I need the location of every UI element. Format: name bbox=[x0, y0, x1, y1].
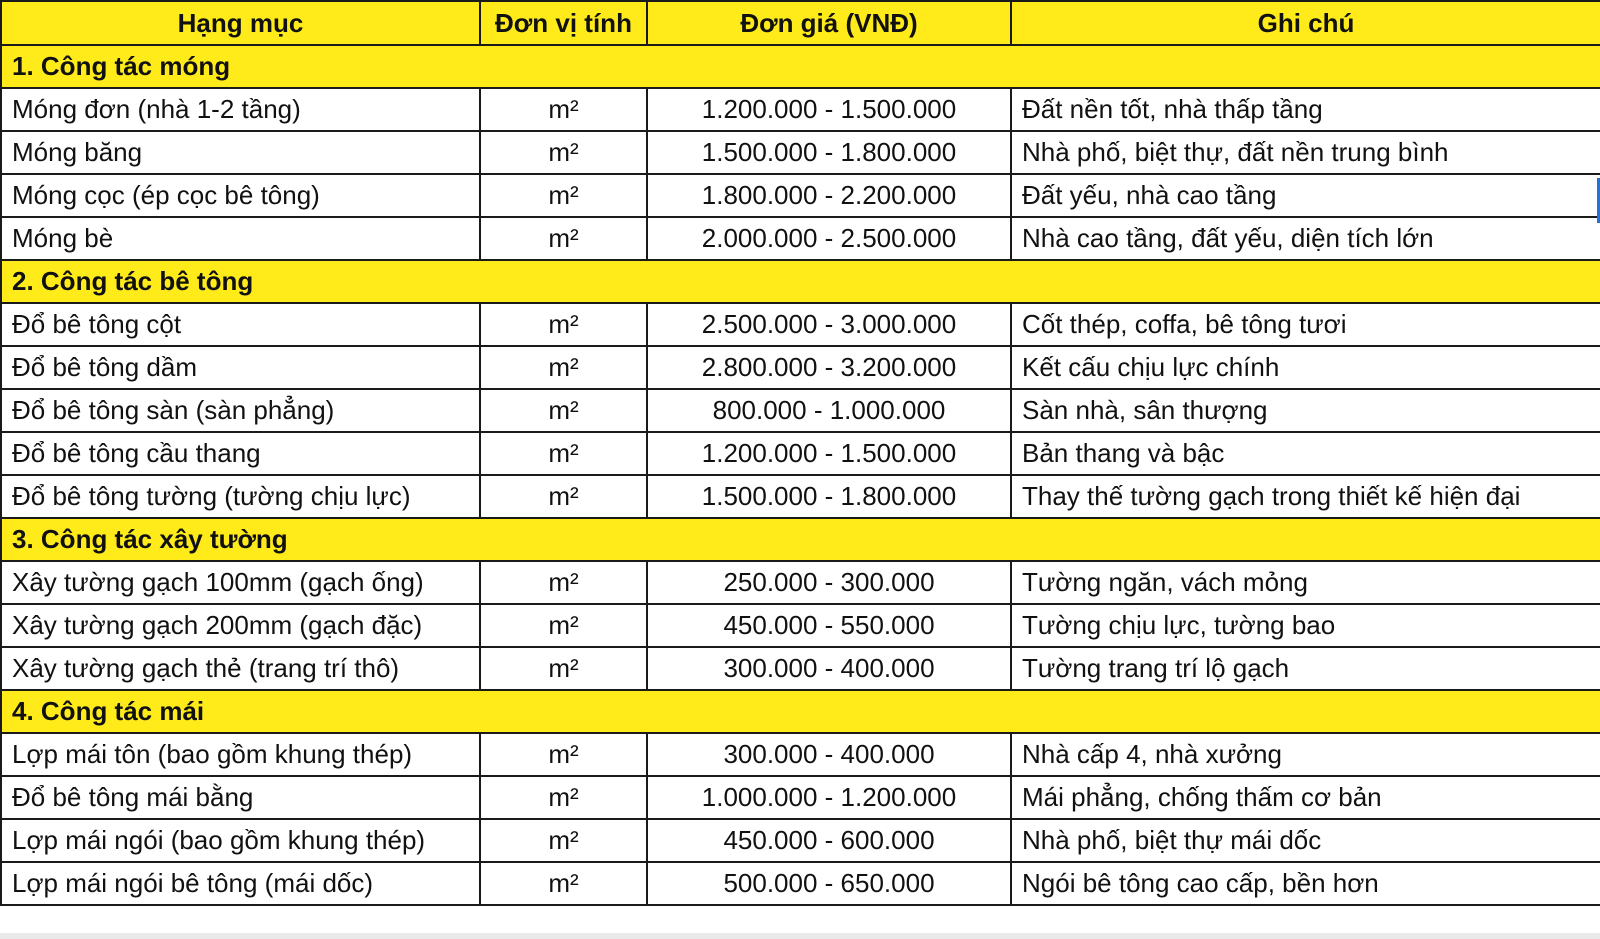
cell-item[interactable]: Lợp mái ngói bê tông (mái dốc) bbox=[1, 862, 480, 905]
cell-note[interactable]: Nhà phố, biệt thự, đất nền trung bình bbox=[1011, 131, 1600, 174]
section-row bbox=[1, 260, 1600, 303]
table-row bbox=[1, 862, 1600, 905]
header-row bbox=[1, 1, 1600, 45]
cell-note[interactable]: Tường ngăn, vách mỏng bbox=[1011, 561, 1600, 604]
header-item[interactable]: Hạng mục bbox=[1, 1, 480, 45]
table-row bbox=[1, 432, 1600, 475]
cell-price[interactable]: 300.000 - 400.000 bbox=[647, 733, 1011, 776]
cell-price[interactable]: 2.000.000 - 2.500.000 bbox=[647, 217, 1011, 260]
cell-item[interactable]: Đổ bê tông cột bbox=[1, 303, 480, 346]
section-row bbox=[1, 45, 1600, 88]
cell-item[interactable]: Móng băng bbox=[1, 131, 480, 174]
section-title[interactable]: 3. Công tác xây tường bbox=[1, 518, 1600, 561]
header-price[interactable]: Đơn giá (VNĐ) bbox=[647, 1, 1011, 45]
section-row bbox=[1, 518, 1600, 561]
cell-price[interactable]: 2.800.000 - 3.200.000 bbox=[647, 346, 1011, 389]
table-row bbox=[1, 475, 1600, 518]
cell-price[interactable]: 1.500.000 - 1.800.000 bbox=[647, 131, 1011, 174]
header-unit[interactable]: Đơn vị tính bbox=[480, 1, 647, 45]
table-row bbox=[1, 819, 1600, 862]
table-row bbox=[1, 776, 1600, 819]
cell-item[interactable]: Móng bè bbox=[1, 217, 480, 260]
cell-note[interactable]: Thay thế tường gạch trong thiết kế hiện đại bbox=[1011, 475, 1600, 518]
cell-item[interactable]: Xây tường gạch 100mm (gạch ống) bbox=[1, 561, 480, 604]
table-row bbox=[1, 88, 1600, 131]
table-row bbox=[1, 131, 1600, 174]
cell-item[interactable]: Đổ bê tông tường (tường chịu lực) bbox=[1, 475, 480, 518]
cell-note[interactable]: Nhà phố, biệt thự mái dốc bbox=[1011, 819, 1600, 862]
cell-note[interactable]: Tường trang trí lộ gạch bbox=[1011, 647, 1600, 690]
table-row bbox=[1, 346, 1600, 389]
cell-note[interactable]: Mái phẳng, chống thấm cơ bản bbox=[1011, 776, 1600, 819]
cell-price[interactable]: 1.200.000 - 1.500.000 bbox=[647, 432, 1011, 475]
cell-item[interactable]: Đổ bê tông sàn (sàn phẳng) bbox=[1, 389, 480, 432]
cell-item[interactable]: Móng đơn (nhà 1-2 tầng) bbox=[1, 88, 480, 131]
cell-note[interactable]: Đất nền tốt, nhà thấp tầng bbox=[1011, 88, 1600, 131]
cell-price[interactable]: 1.800.000 - 2.200.000 bbox=[647, 174, 1011, 217]
cell-unit[interactable]: m² bbox=[480, 819, 647, 862]
cell-unit[interactable]: m² bbox=[480, 561, 647, 604]
cell-unit[interactable]: m² bbox=[480, 303, 647, 346]
cell-item[interactable]: Đổ bê tông mái bằng bbox=[1, 776, 480, 819]
cell-note[interactable]: Kết cấu chịu lực chính bbox=[1011, 346, 1600, 389]
cell-price[interactable]: 800.000 - 1.000.000 bbox=[647, 389, 1011, 432]
cell-price[interactable]: 2.500.000 - 3.000.000 bbox=[647, 303, 1011, 346]
cell-price[interactable]: 1.200.000 - 1.500.000 bbox=[647, 88, 1011, 131]
cell-note[interactable]: Cốt thép, coffa, bê tông tươi bbox=[1011, 303, 1600, 346]
cell-note[interactable]: Sàn nhà, sân thượng bbox=[1011, 389, 1600, 432]
cell-item[interactable]: Lợp mái ngói (bao gồm khung thép) bbox=[1, 819, 480, 862]
table-row bbox=[1, 174, 1600, 217]
cell-price[interactable]: 1.500.000 - 1.800.000 bbox=[647, 475, 1011, 518]
cell-item[interactable]: Móng cọc (ép cọc bê tông) bbox=[1, 174, 480, 217]
cell-note[interactable]: Nhà cao tầng, đất yếu, diện tích lớn bbox=[1011, 217, 1600, 260]
cell-note[interactable]: Tường chịu lực, tường bao bbox=[1011, 604, 1600, 647]
cell-price[interactable]: 500.000 - 650.000 bbox=[647, 862, 1011, 905]
cell-price[interactable]: 1.000.000 - 1.200.000 bbox=[647, 776, 1011, 819]
cell-unit[interactable]: m² bbox=[480, 862, 647, 905]
table-row bbox=[1, 561, 1600, 604]
cell-unit[interactable]: m² bbox=[480, 475, 647, 518]
cell-price[interactable]: 250.000 - 300.000 bbox=[647, 561, 1011, 604]
cell-note[interactable]: Đất yếu, nhà cao tầng bbox=[1011, 174, 1600, 217]
cell-unit[interactable]: m² bbox=[480, 776, 647, 819]
cell-item[interactable]: Đổ bê tông dầm bbox=[1, 346, 480, 389]
cell-note[interactable]: Bản thang và bậc bbox=[1011, 432, 1600, 475]
cell-unit[interactable]: m² bbox=[480, 733, 647, 776]
cell-note[interactable]: Ngói bê tông cao cấp, bền hơn bbox=[1011, 862, 1600, 905]
section-title[interactable]: 1. Công tác móng bbox=[1, 45, 1600, 88]
section-title[interactable]: 4. Công tác mái bbox=[1, 690, 1600, 733]
cell-unit[interactable]: m² bbox=[480, 88, 647, 131]
cell-unit[interactable]: m² bbox=[480, 217, 647, 260]
cell-item[interactable]: Xây tường gạch 200mm (gạch đặc) bbox=[1, 604, 480, 647]
section-title[interactable]: 2. Công tác bê tông bbox=[1, 260, 1600, 303]
table-row bbox=[1, 217, 1600, 260]
cell-unit[interactable]: m² bbox=[480, 604, 647, 647]
header-note[interactable]: Ghi chú bbox=[1011, 1, 1600, 45]
cell-price[interactable]: 300.000 - 400.000 bbox=[647, 647, 1011, 690]
table-row bbox=[1, 389, 1600, 432]
cell-price[interactable]: 450.000 - 600.000 bbox=[647, 819, 1011, 862]
cell-unit[interactable]: m² bbox=[480, 131, 647, 174]
table-row bbox=[1, 604, 1600, 647]
cell-price[interactable]: 450.000 - 550.000 bbox=[647, 604, 1011, 647]
section-row bbox=[1, 690, 1600, 733]
cell-item[interactable]: Xây tường gạch thẻ (trang trí thô) bbox=[1, 647, 480, 690]
table-row bbox=[1, 733, 1600, 776]
cell-note[interactable]: Nhà cấp 4, nhà xưởng bbox=[1011, 733, 1600, 776]
cell-unit[interactable]: m² bbox=[480, 346, 647, 389]
cell-unit[interactable]: m² bbox=[480, 389, 647, 432]
cell-unit[interactable]: m² bbox=[480, 432, 647, 475]
cell-unit[interactable]: m² bbox=[480, 647, 647, 690]
cell-item[interactable]: Đổ bê tông cầu thang bbox=[1, 432, 480, 475]
bottom-scroll-strip[interactable] bbox=[0, 933, 1600, 939]
table-row bbox=[1, 647, 1600, 690]
cell-item[interactable]: Lợp mái tôn (bao gồm khung thép) bbox=[1, 733, 480, 776]
cell-unit[interactable]: m² bbox=[480, 174, 647, 217]
table-row bbox=[1, 303, 1600, 346]
